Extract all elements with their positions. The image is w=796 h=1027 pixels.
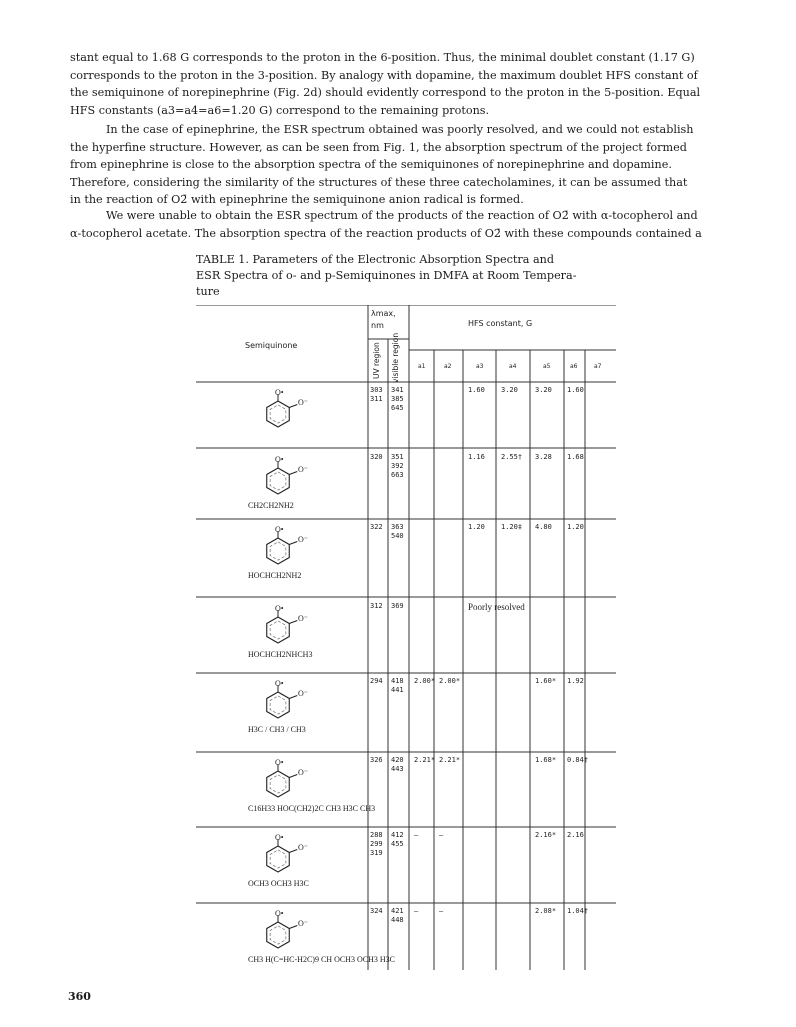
oxygen-radical-label: O•: [275, 679, 284, 688]
hfs-value: 1.20: [468, 523, 485, 531]
uv-value: 322: [370, 523, 383, 531]
header-a3: a3: [476, 363, 484, 370]
header-semiquinone: Semiquinone: [245, 341, 298, 350]
oxygen-anion-label: O⁻: [298, 614, 308, 623]
uv-value: 294: [370, 677, 383, 685]
hfs-value: 1.60: [468, 386, 485, 394]
oxygen-anion-label: O⁻: [298, 535, 308, 544]
header-a2: a2: [444, 363, 452, 370]
hfs-value: —: [439, 831, 444, 839]
uv-value: 312: [370, 602, 383, 610]
substituent-label: HOCHCH2NH2: [248, 571, 302, 580]
text-line: corresponds to the proton in the 3-position. By analogy with dopamine, the maximum doublet HFS constant of: [70, 68, 698, 82]
text-line: in the reaction of O2̄ with epinephrine the semiquinone anion radical is formed.: [70, 193, 524, 206]
uv-value: 324: [370, 907, 383, 915]
uv-value: 326: [370, 756, 383, 764]
oxygen-radical-label: O•: [275, 604, 284, 613]
substituent-label: CH3 H(C=HC-H2C)9 CH OCH3 OCH3 H3C: [248, 955, 395, 964]
substituent-label: CH2CH2NH2: [248, 501, 294, 510]
hfs-value: 2.21*: [439, 756, 461, 764]
visible-value: 418 441: [391, 677, 404, 694]
hfs-value: —: [414, 831, 419, 839]
header-a4: a4: [509, 363, 517, 370]
text-line: Therefore, considering the similarity of the structures of these three catecholamines, it can be assumed that: [70, 175, 688, 189]
oxygen-anion-label: O⁻: [298, 919, 308, 928]
caption-line: TABLE 1. Parameters of the Electronic Absorption Spectra and: [196, 253, 554, 266]
oxygen-radical-label: O•: [275, 455, 284, 464]
text-line: HFS constants (a3=a4=a6=1.20 G) correspond to the remaining protons.: [70, 103, 490, 117]
oxygen-anion-label: O⁻: [298, 465, 308, 474]
poorly-resolved-note: Poorly resolved: [468, 602, 525, 612]
substituent-label: HOCHCH2NHCH3: [248, 650, 313, 659]
header-a5: a5: [543, 363, 551, 370]
hfs-value: 2.16*: [535, 831, 557, 839]
caption-line: ESR Spectra of o- and p-Semiquinones in DMFA at Room Tempera-: [196, 269, 577, 282]
caption-line: ture: [196, 285, 220, 298]
oxygen-anion-label: O⁻: [298, 689, 308, 698]
hfs-value: 2.21*: [414, 756, 436, 764]
visible-value: 420 443: [391, 756, 404, 773]
hfs-value: 4.80: [535, 523, 552, 531]
hfs-value: 1.20‡: [501, 523, 523, 531]
header-visible-region: visible region: [391, 332, 400, 383]
hfs-value: 2.16: [567, 831, 584, 839]
hfs-value: 1.60*: [535, 677, 557, 685]
visible-value: 341 385 645: [391, 386, 404, 412]
header-a6: a6: [570, 363, 578, 370]
text-line: We were unable to obtain the ESR spectrum of the products of the reaction of O2̄ with α-tocopherol and: [106, 209, 698, 222]
hfs-value: 3.20: [501, 386, 518, 394]
hfs-value: 2.00*: [414, 677, 436, 685]
text-line: the semiquinone of norepinephrine (Fig. 2d) should evidently correspond to the proton in the 5-position. Equal: [70, 86, 701, 99]
substituent-label: H3C / CH3 / CH3: [248, 725, 306, 734]
uv-value: 288 299 319: [370, 831, 383, 857]
oxygen-radical-label: O•: [275, 525, 284, 534]
data-table: [196, 305, 616, 970]
hfs-value: 1.68*: [535, 756, 557, 764]
table-caption: [196, 252, 616, 300]
text-line: from epinephrine is close to the absorption spectra of the semiquinones of norepinephrine and dopamine.: [70, 158, 672, 171]
hfs-value: 2.55†: [501, 453, 523, 461]
visible-value: 369: [391, 602, 404, 610]
hfs-value: 1.60: [567, 386, 584, 394]
uv-value: 320: [370, 453, 383, 461]
header-hfs: HFS constant, G: [468, 319, 533, 328]
uv-value: 303 311: [370, 386, 383, 403]
hfs-value: 2.00*: [439, 677, 461, 685]
oxygen-radical-label: O•: [275, 909, 284, 918]
header-nm: nm: [371, 321, 384, 330]
page-number: 360: [68, 990, 91, 1003]
visible-value: 421 448: [391, 907, 404, 924]
text-line: α-tocopherol acetate. The absorption spectra of the reaction products of O2̄ with these compounds contained a: [70, 226, 702, 240]
oxygen-radical-label: O•: [275, 833, 284, 842]
hfs-value: 1.68: [567, 453, 584, 461]
oxygen-radical-label: O•: [275, 758, 284, 767]
hfs-value: —: [414, 907, 419, 915]
visible-value: 351 392 663: [391, 453, 404, 479]
header-a7: a7: [594, 363, 602, 370]
header-lambda: λmax,: [371, 309, 396, 318]
substituent-label: OCH3 OCH3 H3C: [248, 879, 309, 888]
paragraph-1: [70, 49, 742, 119]
hfs-value: 1.20: [567, 523, 584, 531]
text-line: the hyperfine structure. However, as can be seen from Fig. 1, the absorption spectrum of the project formed: [70, 140, 687, 154]
oxygen-anion-label: O⁻: [298, 768, 308, 777]
oxygen-radical-label: O•: [275, 388, 284, 397]
substituent-label: C16H33 HOC(CH2)2C CH3 H3C CH3: [248, 804, 376, 813]
text-line: stant equal to 1.68 G corresponds to the proton in the 6-position. Thus, the minimal doublet constant (1.17 G): [70, 51, 695, 64]
hfs-value: —: [439, 907, 444, 915]
visible-value: 363 540: [391, 523, 404, 540]
hfs-value: 3.20: [535, 386, 552, 394]
hfs-value: 1.04†: [567, 907, 589, 915]
header-a1: a1: [418, 363, 426, 370]
hfs-value: 1.16: [468, 453, 485, 461]
header-uv-region: UV region: [372, 342, 381, 379]
paragraph-3: [70, 207, 742, 242]
text-line: In the case of epinephrine, the ESR spectrum obtained was poorly resolved, and we could not establish: [106, 123, 694, 136]
hfs-value: 3.28: [535, 453, 552, 461]
hfs-value: 2.08*: [535, 907, 557, 915]
oxygen-anion-label: O⁻: [298, 843, 308, 852]
hfs-value: 1.92: [567, 677, 584, 685]
oxygen-anion-label: O⁻: [298, 398, 308, 407]
visible-value: 412 455: [391, 831, 404, 848]
hfs-value: 0.84†: [567, 756, 589, 764]
paragraph-2: [70, 121, 742, 209]
